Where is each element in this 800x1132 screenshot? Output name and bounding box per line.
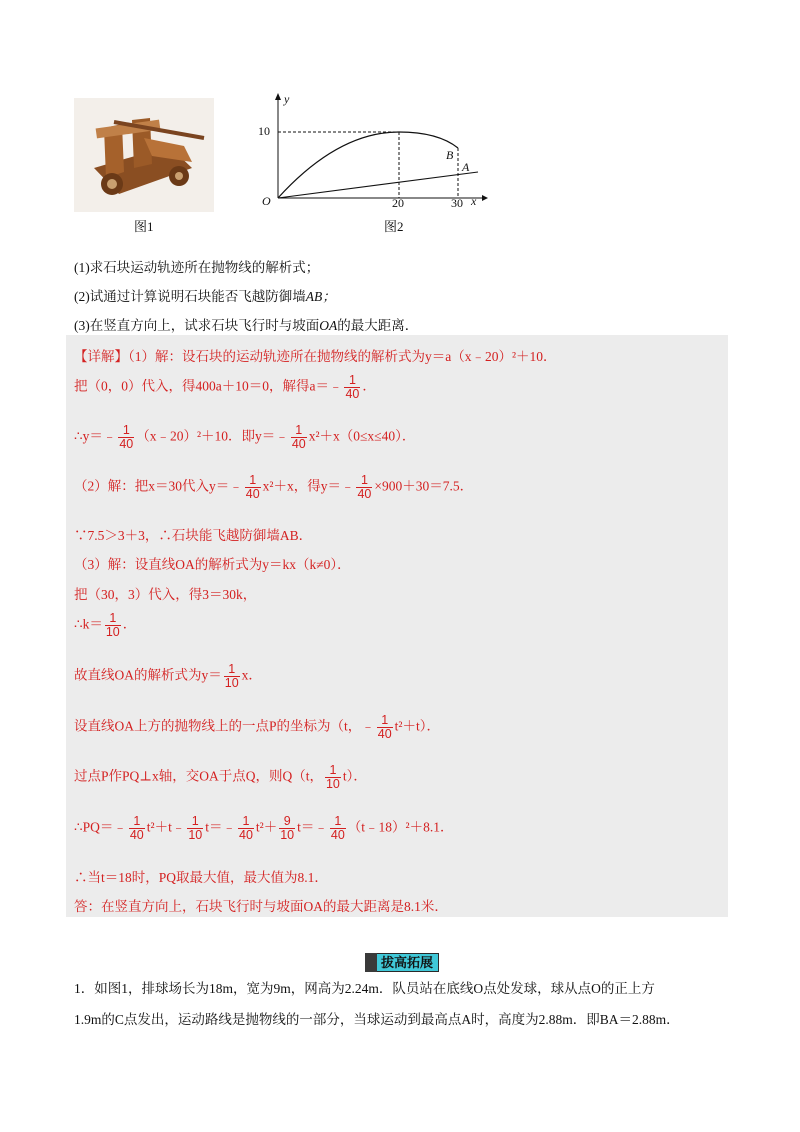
- badge-square-icon: [365, 953, 377, 972]
- problem-1-line-2: 1.9m的C点发出，运动路线是抛物线的一部分，当球运动到最高点A时，高度为2.88m．即BA＝2.88m．: [74, 1012, 680, 1027]
- solution-line-11: 过点P作PQ⊥x轴，交OA于点Q，则Q（t， $\frac{1}{10}$ t）．: [74, 763, 367, 791]
- solution-line-10: 设直线OA上方的抛物线上的一点P的坐标为（t，﹣ $\frac{1}{40}$ t²＋t）．: [74, 713, 440, 741]
- origin-label: O: [262, 194, 271, 208]
- solution-line-13: ∴当t＝18时，PQ取最大值，最大值为8.1．: [74, 870, 328, 885]
- solution-line-7: 把（30，3）代入，得3＝30k，: [74, 587, 257, 602]
- catapult-image: [74, 98, 214, 212]
- solution-line-8: ∴k＝ $\frac{1}{10}$ ．: [74, 611, 137, 639]
- solution-line-3: ∴y＝﹣ $\frac{1}{40}$ （x﹣20）²＋10．即y＝﹣ $\frac{1}{40}$ x²＋x（0≤x≤40）．: [74, 423, 416, 451]
- question-3: (3)在竖直方向上，试求石块飞行时与坡面OA的最大距离．: [74, 318, 419, 333]
- solution-line-1: 【详解】（1）解：设石块的运动轨迹所在抛物线的解析式为y＝a（x﹣20）²＋10．: [74, 349, 557, 364]
- solution-line-6: （3）解：设直线OA的解析式为y＝kx（k≠0）．: [74, 557, 351, 572]
- solution-line-12: ∴PQ＝﹣ $\frac{1}{40}$ t²＋t﹣ $\frac{1}{10}$ t＝﹣ $\frac{1}{40}$ t²＋ $\frac{9}{10}$ t＝﹣ $\frac{1}{40}$ （t﹣18）²＋8.1．: [74, 814, 454, 842]
- solution-line-2: 把（0，0）代入，得400a＋10＝0，解得a＝﹣ $\frac{1}{40}$ ．: [74, 373, 376, 401]
- y-tick-10: 10: [258, 124, 270, 138]
- x-axis-label: x: [471, 194, 477, 208]
- y-axis-label: y: [284, 92, 290, 106]
- solution-line-14: 答：在竖直方向上，石块飞行时与坡面OA的最大距离是8.1米．: [74, 899, 448, 914]
- question-2: (2)试通过计算说明石块能否飞越防御墙AB；: [74, 289, 336, 304]
- figure-1-label: 图1: [134, 219, 154, 234]
- problem-1-line-1: 1．如图1，排球场长为18m，宽为9m，网高为2.24m．队员站在底线O点处发球，球从点O的正上方: [74, 981, 655, 996]
- solution-line-5: ∵7.5＞3＋3，∴石块能飞越防御墙AB．: [74, 528, 313, 543]
- section-title-badge: [365, 953, 439, 972]
- x-tick-20: 20: [392, 196, 404, 210]
- point-b-label: B: [446, 148, 454, 162]
- solution-line-9: 故直线OA的解析式为y＝ $\frac{1}{10}$ x．: [74, 662, 262, 690]
- point-a-label: A: [462, 160, 470, 174]
- question-1: (1)求石块运动轨迹所在抛物线的解析式；: [74, 260, 320, 275]
- x-tick-30: 30: [451, 196, 463, 210]
- trajectory-graph: [258, 90, 488, 214]
- figure-2-label: 图2: [384, 219, 404, 234]
- section-title: 拔高拓展: [380, 955, 433, 970]
- solution-line-4: （2）解：把x＝30代入y＝﹣ $\frac{1}{40}$ x²＋x，得y＝﹣ $\frac{1}{40}$ ×900＋30＝7.5．: [74, 473, 474, 501]
